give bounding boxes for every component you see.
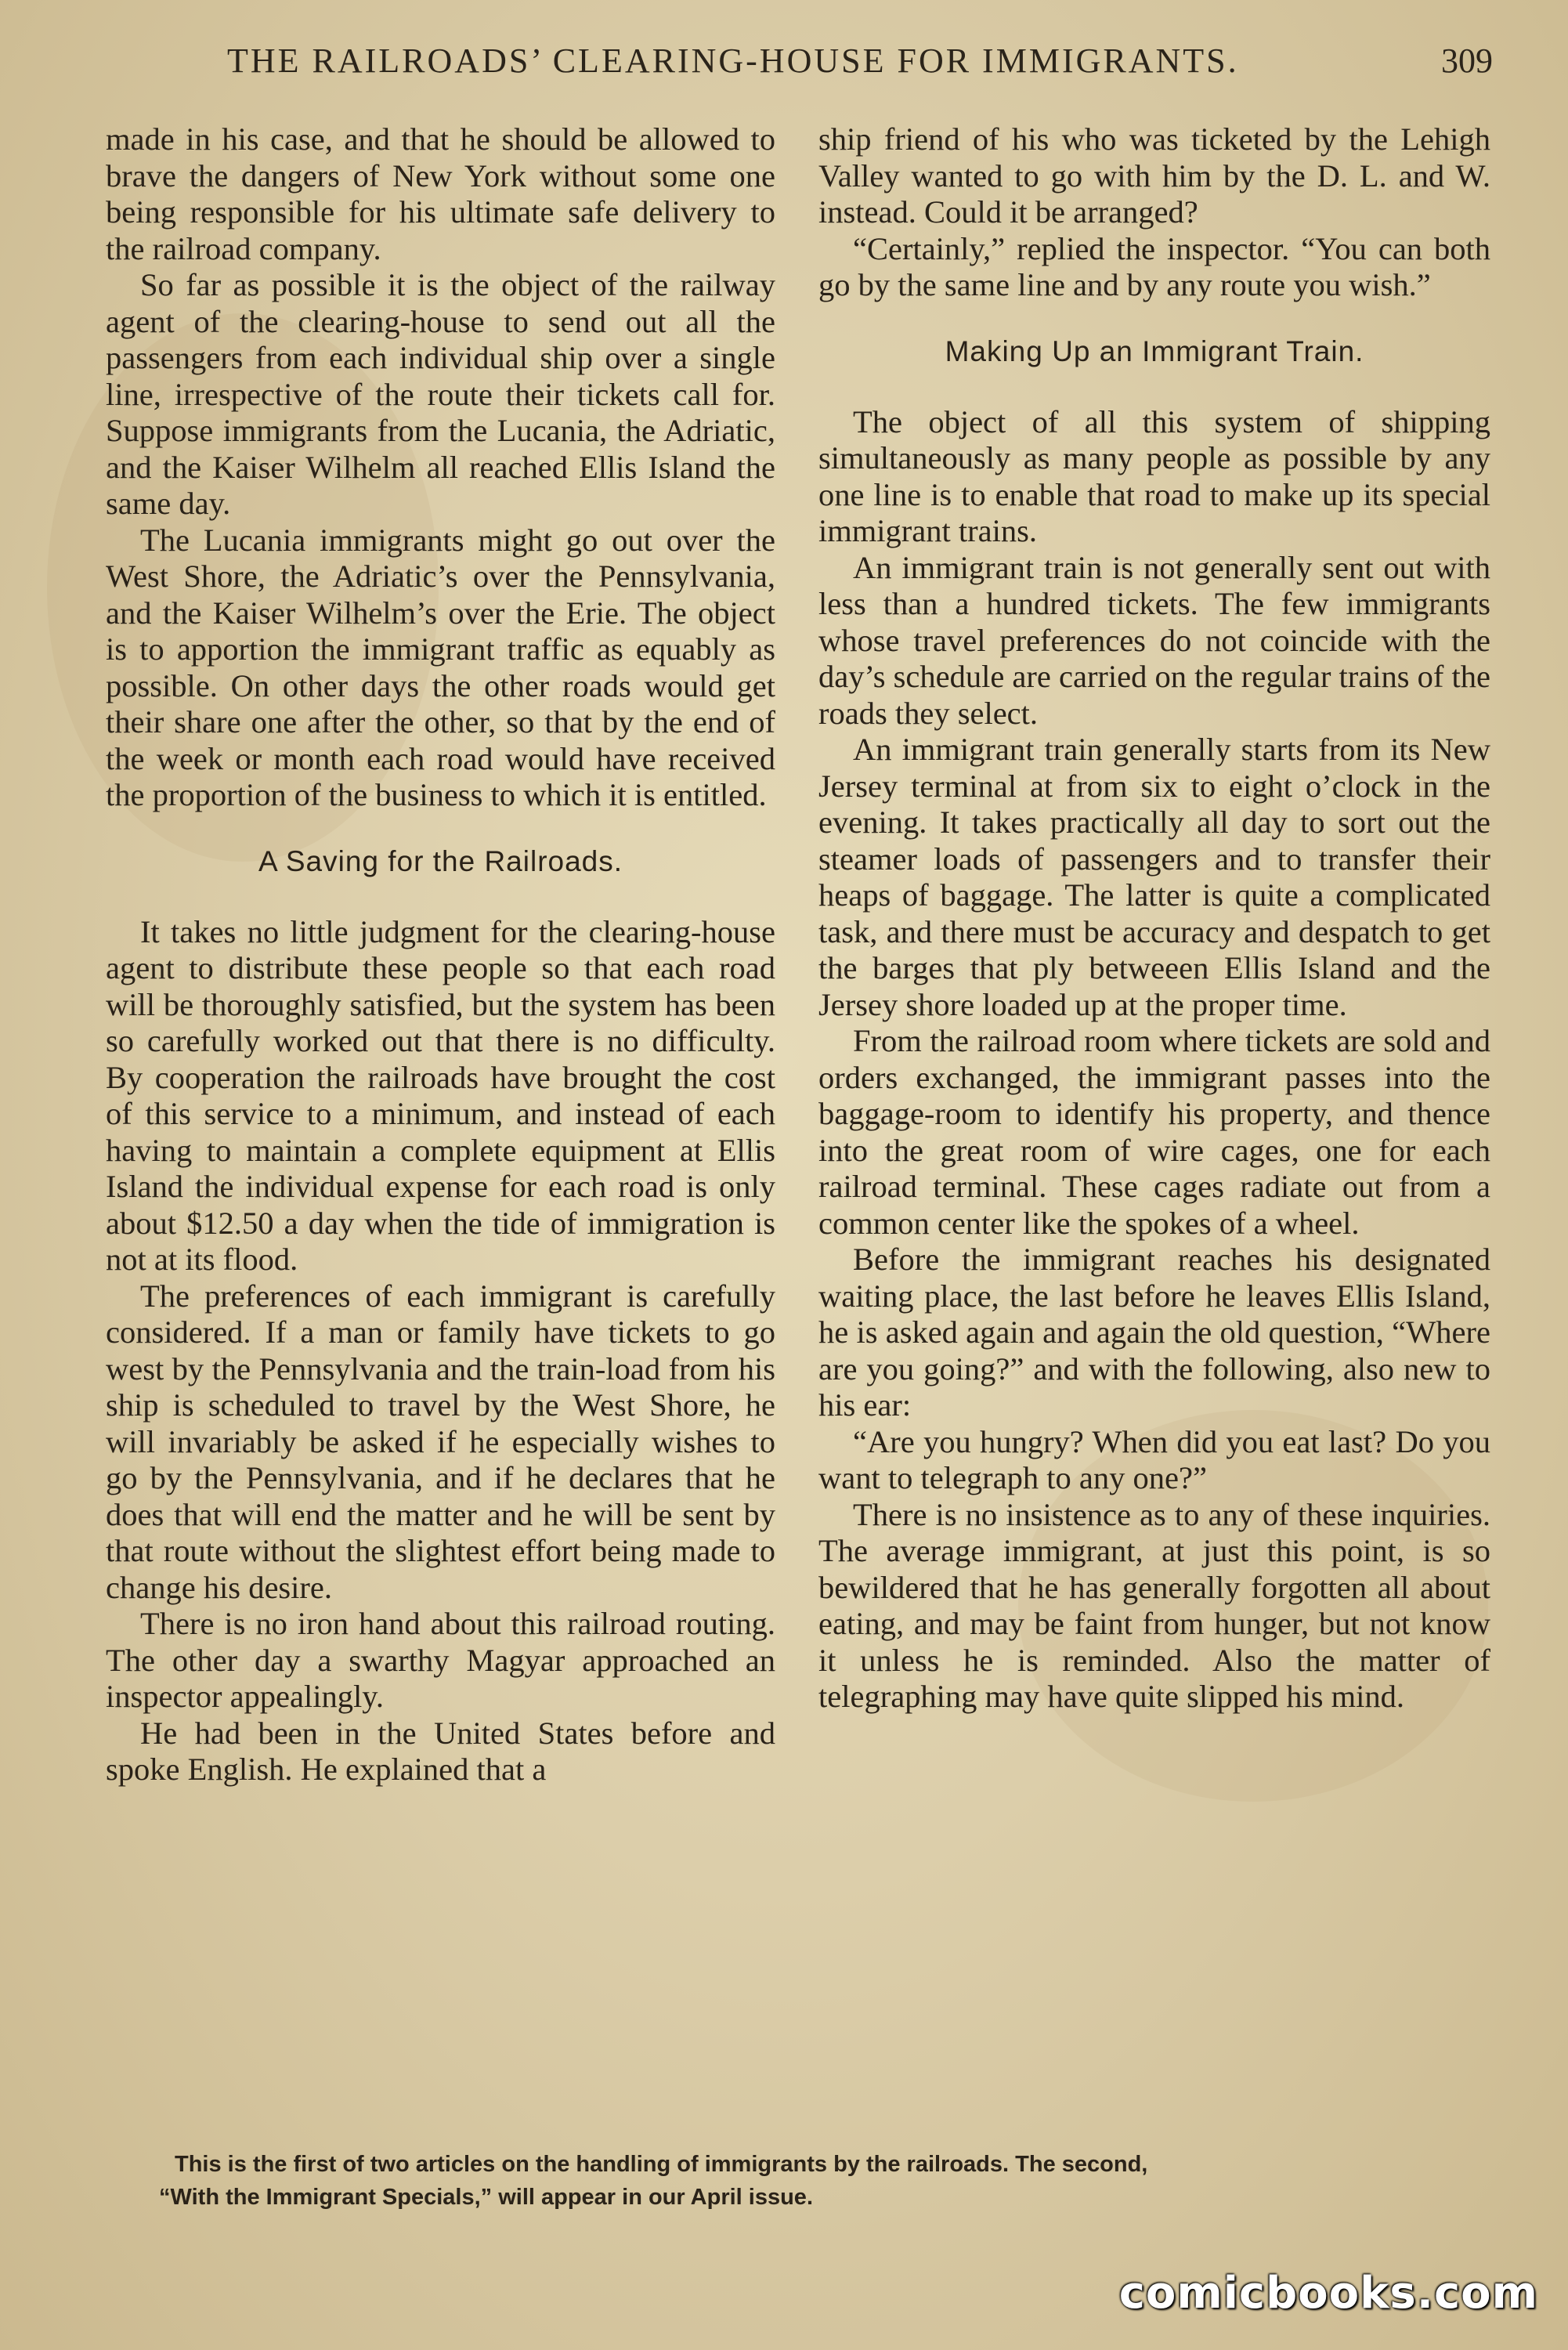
paragraph: made in his case, and that he should be allowed to brave the dangers of New York without some one being responsible for his ultimate safe delivery to the railroad company. <box>106 121 775 266</box>
paragraph: From the railroad room where tickets are sold and orders exchanged, the immigrant passes into the baggage-room to identify his property, and thence into the great room of wire cages, one for each railroad terminal. These cages radiate out from a common center like the spokes of a wheel. <box>818 1023 1490 1241</box>
section-heading: A Saving for the Railroads. <box>258 844 623 877</box>
right-column <box>818 121 1490 1716</box>
paragraph: The object of all this system of shipping simultaneously as many people as possible by any one line is to enable that road to make up its special immigrant trains. <box>818 403 1490 548</box>
editor-footnote <box>108 2148 1502 2214</box>
section-heading: Making Up an Immigrant Train. <box>945 334 1364 367</box>
paragraph: So far as possible it is the object of the railway agent of the clearing-house to send out all the passengers from each individual ship over a single line, irrespective of the route their tickets call for. Suppose immigrants from the Lucania, the Adriatic, and the Kaiser Wilhelm all reached Ellis Island the same day. <box>106 267 775 521</box>
footnote-line: This is the first of two articles on the handling of immigrants by the railroads. The second, <box>175 2152 1148 2177</box>
paragraph: Before the immigrant reaches his designated waiting place, the last before he leaves Ellis Island, he is asked again and again the old question, “Where are you going?” and with the following, also new to his ear: <box>818 1242 1490 1423</box>
page-number: 309 <box>1441 42 1493 80</box>
paragraph: The Lucania immigrants might go out over the West Shore, the Adriatic’s over the Pennsylvania, and the Kaiser Wilhelm’s over the Erie. The object is to apportion the immigrant traffic as equably as possible. On other days the other roads would get their share one after the other, so that by the end of the week or month each road would have received the proportion of the business to which it is entitled. <box>106 522 775 812</box>
paragraph: There is no insistence as to any of these inquiries. The average immigrant, at just this point, is so bewildered that he has generally forgotten all about eating, and may be faint from hunger, but not know it unless he is reminded. Also the matter of telegraphing may have quite slipped his mind. <box>818 1496 1490 1714</box>
paragraph: An immigrant train is not generally sent out with less than a hundred tickets. The few immigrants whose travel preferences do not coincide with the day’s schedule are carried on the regular trains of the roads they select. <box>818 549 1490 731</box>
running-title: THE RAILROADS’ CLEARING-HOUSE FOR IMMIGRANTS. <box>227 42 1239 80</box>
paragraph: ship friend of his who was ticketed by the Lehigh Valley wanted to go with him by the D. L. and W. instead. Could it be arranged? <box>818 121 1490 230</box>
paragraph: He had been in the United States before and spoke English. He explained that a <box>106 1715 775 1787</box>
site-watermark: comicbooks.com <box>1118 2268 1538 2319</box>
paragraph: An immigrant train generally starts from its New Jersey terminal at from six to eight o’clock in the evening. It takes practically all day to sort out the steamer loads of passengers and to transfer their heaps of baggage. The latter is quite a complicated task, and there must be accuracy and despatch to get the barges that ply betweeen Ellis Island and the Jersey shore loaded up at the proper time. <box>818 732 1490 1022</box>
paragraph: “Certainly,” replied the inspector. “You can both go by the same line and by any route you wish.” <box>818 230 1490 302</box>
paragraph: “Are you hungry? When did you eat last? Do you want to telegraph to any one?” <box>818 1423 1490 1495</box>
paragraph: The preferences of each immigrant is carefully considered. If a man or family have tickets to go west by the Pennsylvania and the train-load from his ship is scheduled to travel by the West Shore, he will invariably be asked if he especially wishes to go by the Pennsylvania, and if he declares that he does that will end the matter and he will be sent by that route without the slightest effort being made to change his desire. <box>106 1278 775 1605</box>
left-column <box>106 121 775 1788</box>
paragraph: It takes no little judgment for the clearing-house agent to distribute these people so that each road will be thoroughly satisfied, but the system has been so carefully worked out that there is no difficulty. By cooperation the railroads have brought the cost of this service to a minimum, and instead of each having to maintain a complete equipment at Ellis Island the individual expense for each road is only about $12.50 a day when the tide of immigration is not at its flood. <box>106 913 775 1277</box>
footnote-line: “With the Immigrant Specials,” will appear in our April issue. <box>159 2185 813 2210</box>
paragraph: There is no iron hand about this railroad routing. The other day a swarthy Magyar approached an inspector appealingly. <box>106 1606 775 1714</box>
